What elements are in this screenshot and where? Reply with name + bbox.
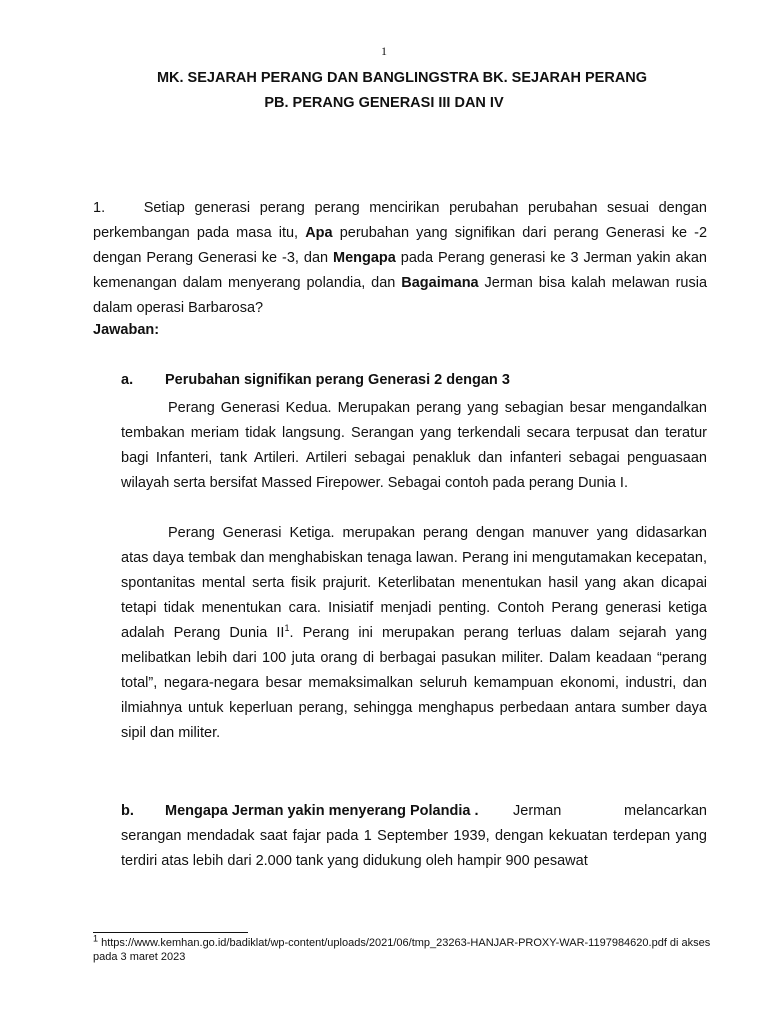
section-b-word-right: melancarkan <box>623 803 707 819</box>
section-a-paragraph-2 <box>121 521 707 746</box>
footnote-separator <box>93 932 248 933</box>
section-a-heading <box>121 372 510 388</box>
question-keyword-bagaimana: Bagaimana <box>401 275 479 291</box>
section-a-paragraph-1 <box>121 396 707 496</box>
question-text-1: Setiap generasi perang perang mencirikan perubahan perubahan sesuai dengan perkembangan pada masa itu, <box>93 200 707 241</box>
question-keyword-apa: Apa <box>305 225 333 241</box>
question-keyword-mengapa: Mengapa <box>333 250 396 266</box>
question-text-3: pada Perang generasi ke 3 Jerman yakin akan kemenangan dalam menyerang polandia, dan <box>93 250 707 291</box>
answer-label: Jawaban: <box>93 322 160 338</box>
section-a-text-2a: Perang Generasi Ketiga. merupakan perang dengan manuver yang didasarkan atas daya tembak dan menghabiskan tenaga lawan. Perang ini mengutamakan kecepatan, spontanitas mental serta fisik prajurit. Keterlibatan menentukan hasil yang akan dicapai tetapi tidak menentukan cara. Inisiatif menjadi penting. Contoh Perang generasi ketiga adalah Perang Dunia II <box>121 525 707 641</box>
question-paragraph <box>93 196 707 321</box>
footnote-mark: 1 <box>93 933 99 944</box>
section-a-text-2b: . Perang ini merupakan perang terluas dalam sejarah yang melibatkan lebih dari 100 juta orang di berbagai pasukan militer. Dalam keadaan “perang total”, negara-negara besar memaksimalkan seluruh kemampuan ekonomi, industri, dan ilmiahnya untuk keperluan perang, sehingga menghapus perbedaan antara sumber daya sipil dan militer. <box>121 625 708 741</box>
section-a-title: Perubahan signifikan perang Generasi 2 dengan 3 <box>165 372 510 388</box>
footnote <box>93 933 713 964</box>
question-text-2: perubahan yang signifikan dari perang Generasi ke -2 dengan Perang Generasi ke -3, dan <box>93 225 708 266</box>
page-number: 1 <box>381 44 387 58</box>
section-b-title: Mengapa Jerman yakin menyerang Polandia . <box>165 803 479 819</box>
section-a-label: a. <box>121 372 134 388</box>
section-b-heading <box>121 799 707 824</box>
section-b-label: b. <box>121 803 134 819</box>
question-text-4: Jerman bisa kalah melawan rusia dalam operasi Barbarosa? <box>93 275 708 316</box>
footnote-reference[interactable]: 1 <box>284 623 290 634</box>
section-b-paragraph: serangan mendadak saat fajar pada 1 September 1939, dengan kekuatan terdepan yang terdiri atas lebih dari 2.000 tank yang didukung oleh hampir 900 pesawat <box>121 828 707 869</box>
footnote-text[interactable]: https://www.kemhan.go.id/badiklat/wp-content/uploads/2021/06/tmp_23263-HANJAR-PROXY-WAR-1197984620.pdf di akses pada 3 maret 2023 <box>93 937 711 963</box>
document-title: MK. SEJARAH PERANG DAN BANGLINGSTRA BK. SEJARAH PERANG <box>156 70 648 86</box>
question-number: 1. <box>93 200 106 216</box>
document-subtitle: PB. PERANG GENERASI III DAN IV <box>264 95 504 111</box>
section-b-word-mid: Jerman <box>513 803 562 819</box>
section-a-text-1: Perang Generasi Kedua. Merupakan perang yang sebagian besar mengandalkan tembakan meriam tidak langsung. Serangan yang terkendali secara terpusat dan teratur bagi Infanteri, tank Artileri. Artileri sebagai penakluk dan infanteri sebagai penguasaan wilayah serta bersifat Massed Firepower. Sebagai contoh pada perang Dunia I. <box>121 400 707 491</box>
